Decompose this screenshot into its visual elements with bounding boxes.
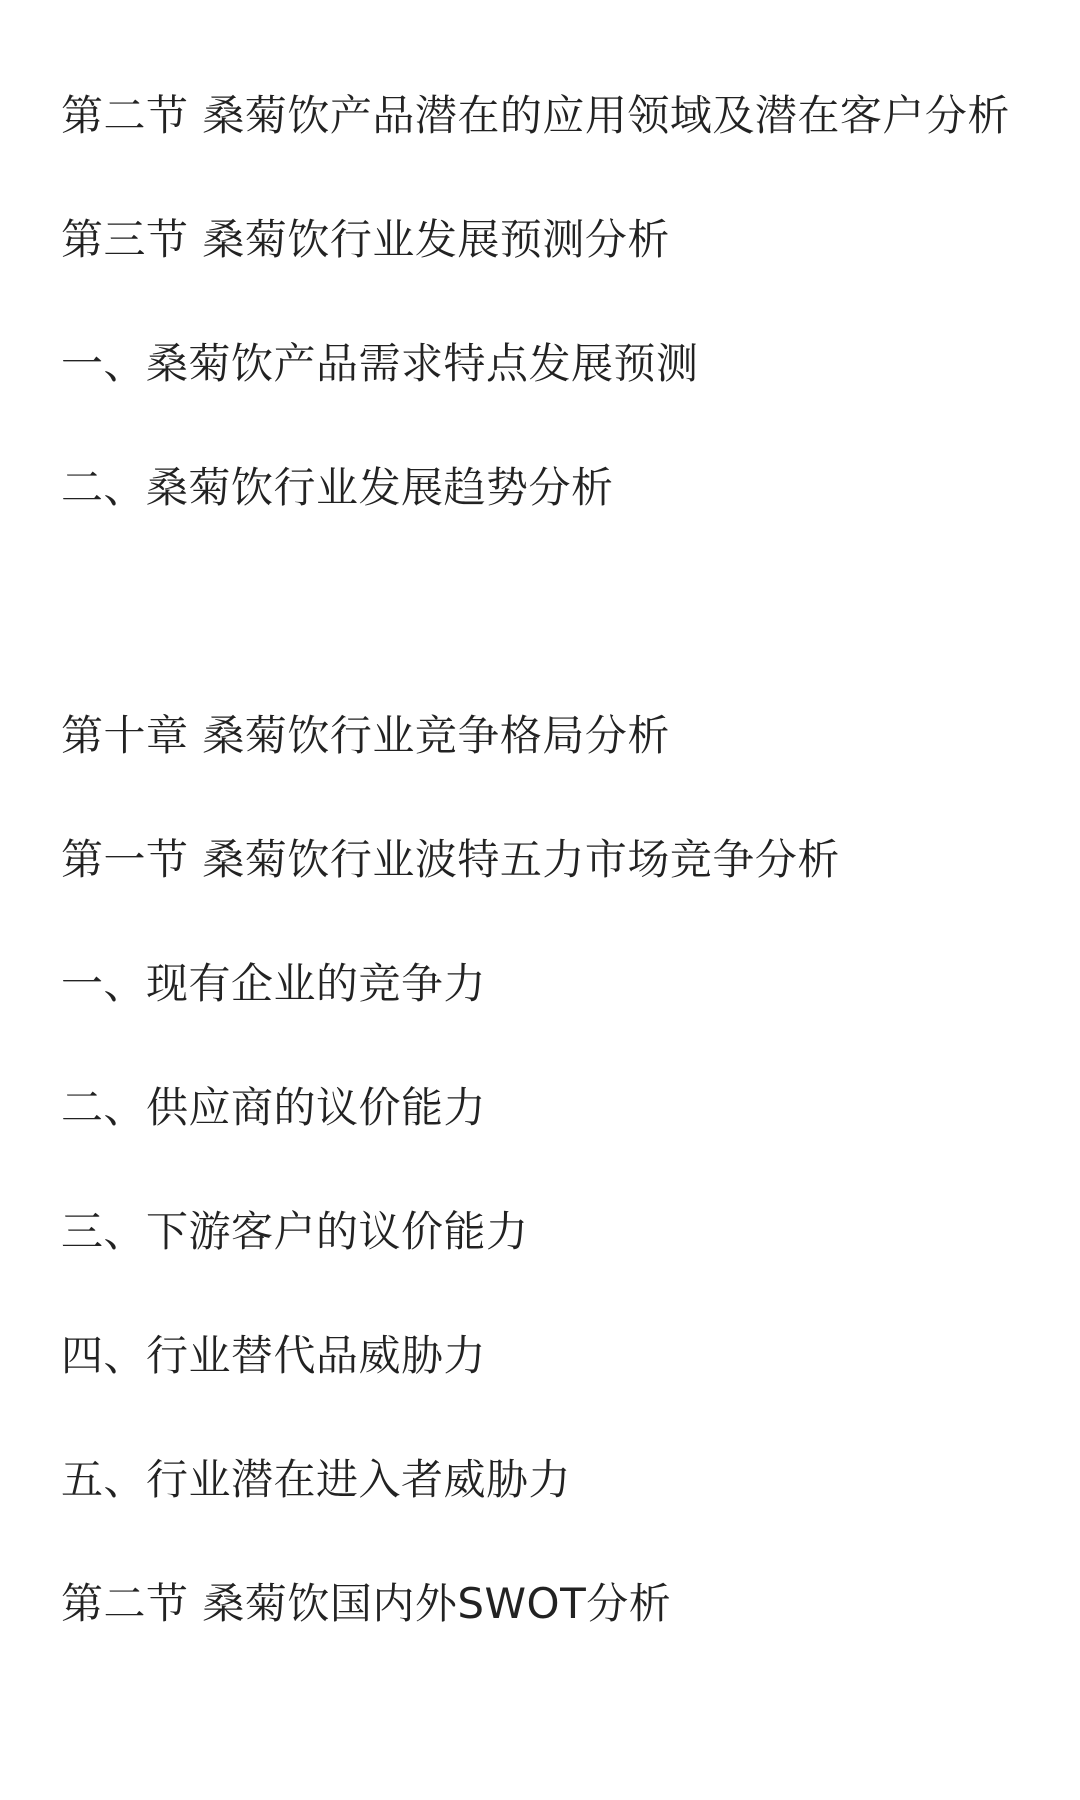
list-item-new-entrant-threat: 五、行业潜在进入者威胁力 — [61, 1455, 572, 1504]
section-heading-development-forecast: 第三节 桑菊饮行业发展预测分析 — [61, 215, 670, 264]
list-item-development-trend: 二、桑菊饮行业发展趋势分析 — [61, 463, 614, 512]
list-item-customer-power: 三、下游客户的议价能力 — [61, 1207, 529, 1256]
list-item-supplier-power: 二、供应商的议价能力 — [61, 1083, 487, 1132]
section-heading-potential-applications: 第二节 桑菊饮产品潜在的应用领域及潜在客户分析 — [61, 91, 1010, 140]
list-item-demand-forecast: 一、桑菊饮产品需求特点发展预测 — [61, 339, 699, 388]
list-item-substitute-threat: 四、行业替代品威胁力 — [61, 1331, 487, 1380]
section-heading-swot: 第二节 桑菊饮国内外SWOT分析 — [61, 1579, 672, 1628]
section-heading-porter-five-forces: 第一节 桑菊饮行业波特五力市场竞争分析 — [61, 835, 840, 884]
list-item-existing-competition: 一、现有企业的竞争力 — [61, 959, 487, 1008]
chapter-heading-competition: 第十章 桑菊饮行业竞争格局分析 — [61, 711, 670, 760]
